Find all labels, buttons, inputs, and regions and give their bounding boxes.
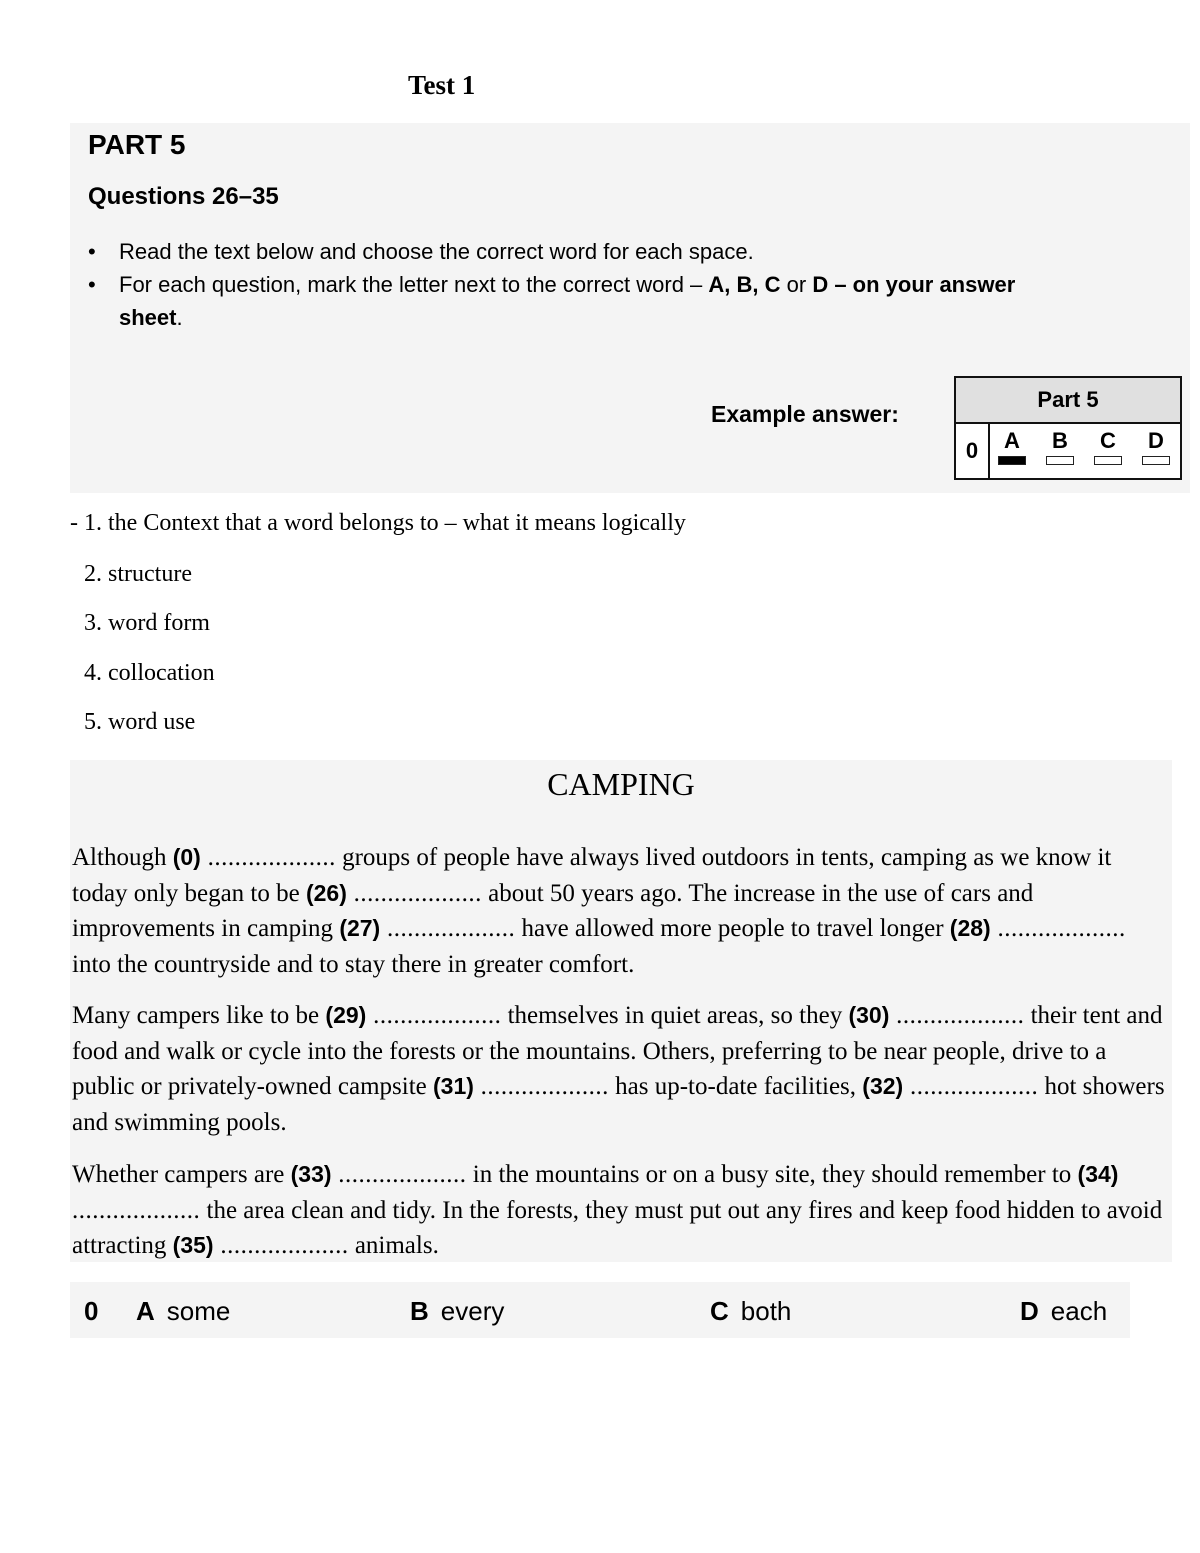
bullet-icon: • bbox=[88, 272, 96, 297]
answer-letter: B bbox=[1052, 428, 1068, 453]
answer-gap: ................... bbox=[346, 879, 482, 907]
empty-mark-icon bbox=[1142, 456, 1170, 465]
options-question-number: 0 bbox=[84, 1296, 99, 1326]
question-number: (0) bbox=[172, 844, 201, 870]
question-number: (34) bbox=[1077, 1161, 1119, 1187]
answer-letter: D bbox=[1148, 428, 1164, 453]
option-a: A some bbox=[136, 1296, 231, 1326]
question-number: (26) bbox=[305, 879, 347, 906]
option-d: D each bbox=[1020, 1296, 1108, 1326]
example-answer-label: Example answer: bbox=[711, 401, 899, 427]
paragraph: Many campers like to be (29) ................... themselves in quiet areas, so they (30) ................... their tent and food and walk or cycle into the forests or the mountains. Others, preferring to be near people, drive to a public or privately-owned campsite (31) ................... has up-to-date facilities, (32) ................... hot showers and swimming pools. bbox=[72, 1002, 1165, 1136]
example-answer-card bbox=[954, 376, 1182, 480]
question-number: (27) bbox=[339, 915, 381, 941]
answer-card-options bbox=[992, 428, 1180, 476]
answer-gap: ................... bbox=[213, 1232, 349, 1259]
answer-gap: ................... bbox=[200, 844, 336, 871]
answer-option-d bbox=[1136, 428, 1176, 465]
empty-mark-icon bbox=[1046, 456, 1074, 465]
part-heading: PART 5 bbox=[88, 129, 186, 160]
answer-gap: ................... bbox=[990, 915, 1126, 942]
tip-item: 5. word use bbox=[84, 709, 196, 735]
answer-gap: ................... bbox=[473, 1073, 609, 1100]
option-c: C both bbox=[710, 1296, 792, 1326]
question-number: (33) bbox=[290, 1161, 332, 1187]
question-number: (35) bbox=[172, 1232, 214, 1258]
page-title: Test 1 bbox=[408, 70, 476, 100]
question-number: (32) bbox=[862, 1073, 904, 1099]
answer-option-a bbox=[992, 428, 1032, 465]
answer-option-c bbox=[1088, 428, 1128, 465]
answer-letter: C bbox=[1100, 428, 1116, 453]
instruction-list bbox=[88, 235, 1068, 334]
answer-card-number: 0 bbox=[956, 424, 990, 478]
question-number: (30) bbox=[848, 1002, 890, 1028]
instructions-panel bbox=[70, 123, 1190, 493]
answer-gap: ................... bbox=[889, 1002, 1025, 1029]
paragraph: Whether campers are (33) ................... in the mountains or on a busy site, they should remember to (34) ................... the area clean and tidy. In the forests, they must put out any fires and keep food hidden to avoid attracting (35) ................... animals. bbox=[72, 1161, 1163, 1259]
camping-text-panel bbox=[70, 760, 1172, 1262]
tip-item: 4. collocation bbox=[84, 660, 215, 686]
question-number: (29) bbox=[325, 1002, 367, 1028]
answer-gap: ................... bbox=[366, 1002, 502, 1029]
answer-gap: ................... bbox=[72, 1196, 201, 1224]
camping-title: CAMPING bbox=[547, 766, 695, 802]
instruction-item: • For each question, mark the letter next to the correct word – A, B, C or D – on your answer sheet. bbox=[88, 268, 1068, 334]
paragraph: Although (0) ................... groups of people have always lived outdoors in tents, camping as we know it today only began to be (26) ................... about 50 years ago. The increase in the use of cars and improvements in camping (27) ................... have allowed more people to travel longer (28) ................... into the countryside and to stay there in greater comfort. bbox=[72, 844, 1126, 978]
answer-gap: ................... bbox=[331, 1161, 467, 1188]
bullet-icon: • bbox=[88, 239, 96, 264]
example-options-row bbox=[70, 1282, 1130, 1338]
question-number: (28) bbox=[949, 915, 991, 941]
instruction-item: • Read the text below and choose the correct word for each space. bbox=[88, 235, 1068, 268]
answer-gap: ................... bbox=[903, 1073, 1039, 1100]
option-b: B every bbox=[410, 1296, 505, 1326]
answer-option-b bbox=[1040, 428, 1080, 465]
tip-item: 3. word form bbox=[84, 610, 210, 636]
empty-mark-icon bbox=[1094, 456, 1122, 465]
tip-item: - 1. the Context that a word belongs to – what it means logically bbox=[70, 510, 686, 536]
tip-item: 2. structure bbox=[84, 561, 192, 587]
question-number: (31) bbox=[433, 1073, 474, 1099]
answer-letter: A bbox=[1004, 428, 1020, 453]
filled-mark-icon bbox=[998, 456, 1026, 465]
answer-card-title: Part 5 bbox=[956, 378, 1180, 424]
questions-range: Questions 26–35 bbox=[88, 183, 279, 210]
answer-gap: ................... bbox=[380, 915, 516, 942]
